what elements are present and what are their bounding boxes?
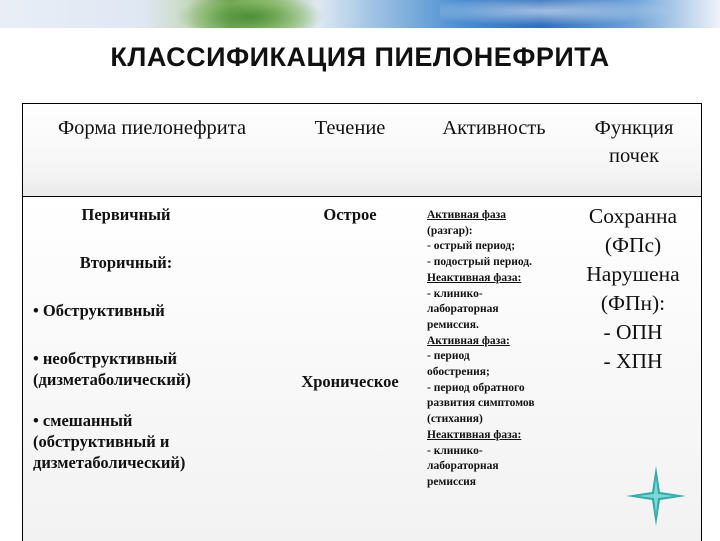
- activity-line: - период: [427, 350, 470, 363]
- activity-line: лабораторная: [427, 460, 499, 473]
- activity-line: - клинико-: [427, 444, 483, 457]
- classification-table: [22, 103, 702, 541]
- course-chronic: Хроническое: [301, 372, 399, 391]
- form-mixed-line2: (обструктивный и: [33, 432, 170, 451]
- form-mixed-line1: • смешанный: [33, 411, 133, 430]
- course-acute: Острое: [323, 205, 377, 224]
- kidney-function-line: - ХПН: [603, 349, 663, 373]
- activity-line: ремиссия.: [427, 318, 479, 331]
- slide-title: КЛАССИФИКАЦИЯ ПИЕЛОНЕФРИТА: [110, 42, 610, 72]
- activity-line: - клинико-: [427, 287, 483, 300]
- form-secondary: Вторичный:: [79, 253, 173, 272]
- activity-phase-heading: Активная фаза: [427, 209, 506, 221]
- activity-line: обострения;: [427, 366, 490, 379]
- activity-line: (стихания): [427, 413, 483, 426]
- activity-line: лабораторная: [427, 303, 499, 316]
- header-activity: Активность: [442, 117, 546, 139]
- activity-line: - подострый период.: [427, 256, 532, 269]
- activity-phase-heading: Активная фаза:: [427, 334, 510, 347]
- activity-line: (разгар):: [427, 224, 473, 237]
- form-nonobstructive-line1: • необструктивный: [33, 349, 177, 368]
- header-function-line2: почек: [608, 145, 660, 167]
- header-form: Форма пиелонефрита: [57, 117, 247, 139]
- kidney-function-line: Нарушена: [586, 262, 680, 286]
- header-kidney-function: [567, 114, 701, 170]
- banner-leaf-decoration: [175, 0, 325, 28]
- kidney-function-line: Сохранна: [588, 204, 678, 228]
- form-obstructive: • Обструктивный: [33, 301, 165, 320]
- forms-column: [33, 204, 243, 473]
- activity-line: - период обратного: [427, 381, 525, 394]
- kidney-function-line: (ФПс): [604, 233, 662, 257]
- form-mixed-line3: дизметаболический): [33, 453, 186, 472]
- form-nonobstructive: [33, 348, 243, 390]
- activity-line: - острый период;: [427, 240, 516, 253]
- kidney-function-column: [565, 202, 701, 376]
- activity-line: развития симптомов: [427, 397, 535, 410]
- activity-phase-heading: Неактивная фаза:: [427, 428, 522, 441]
- banner-glow-decoration: [440, 0, 700, 28]
- kidney-function-line: - ОПН: [603, 320, 663, 344]
- activity-phase-heading: Неактивная фаза:: [427, 271, 522, 284]
- header-function-line1: Функция: [594, 117, 674, 139]
- top-banner: [0, 0, 720, 28]
- form-nonobstructive-line2: (дизметаболический): [33, 370, 191, 389]
- header-course: Течение: [314, 117, 386, 139]
- form-primary: Первичный: [81, 205, 171, 224]
- kidney-function-line: (ФПн):: [600, 291, 666, 315]
- compass-star-icon: [624, 464, 688, 528]
- activity-line: ремиссия: [427, 475, 477, 488]
- activity-column: [427, 208, 567, 491]
- form-mixed: [33, 410, 243, 473]
